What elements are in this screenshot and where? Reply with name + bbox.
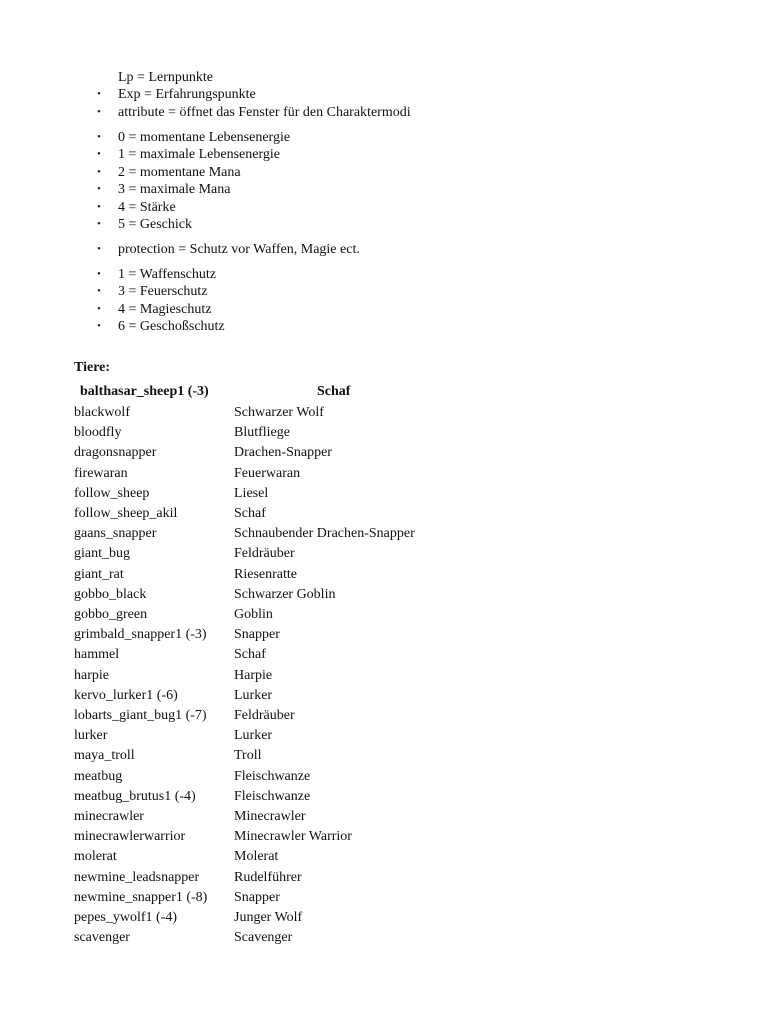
animal-id: bloodfly <box>74 425 122 441</box>
animal-name: Feldräuber <box>234 546 295 562</box>
animal-name: Lurker <box>234 687 273 703</box>
table-row <box>74 666 474 686</box>
bullet-icon: • <box>97 285 101 297</box>
bullet-text: 4 = Magieschutz <box>118 302 212 317</box>
animal-id: gobbo_black <box>74 586 147 602</box>
table-row <box>74 625 474 645</box>
animal-name: Scavenger <box>234 930 293 946</box>
animal-name: Drachen-Snapper <box>234 445 332 461</box>
bullet-text: protection = Schutz vor Waffen, Magie ect. <box>118 242 360 257</box>
table-row <box>74 686 474 706</box>
animal-id: minecrawlerwarrior <box>74 829 186 845</box>
animal-name: Schwarzer Wolf <box>234 405 324 420</box>
bullet-text: 6 = Geschoßschutz <box>118 319 225 334</box>
animal-name: Schaf <box>234 647 266 663</box>
animal-id: gaans_snapper <box>74 526 157 542</box>
bullet-text: 2 = momentane Mana <box>118 165 241 180</box>
bullet-item <box>0 241 600 258</box>
bullet-text: 0 = momentane Lebensenergie <box>118 130 291 145</box>
table-row <box>74 443 474 463</box>
table-row <box>74 706 474 726</box>
animal-name: Schwarzer Goblin <box>234 586 336 602</box>
animal-name: Lurker <box>234 728 273 744</box>
animal-id: pepes_ywolf1 (-4) <box>74 910 178 925</box>
section-heading: Tiere: <box>74 360 111 375</box>
animal-name: Goblin <box>234 607 273 622</box>
bullet-icon: • <box>97 131 101 143</box>
table-row <box>74 908 474 928</box>
table-header-row <box>74 382 474 402</box>
bullet-text: 1 = maximale Lebensenergie <box>118 147 280 162</box>
animal-name: Schaf <box>234 506 266 521</box>
table-row <box>74 767 474 787</box>
animal-id: firewaran <box>74 465 128 481</box>
animal-id: grimbald_snapper1 (-3) <box>74 627 207 643</box>
animal-id: giant_rat <box>74 566 124 582</box>
animal-id: scavenger <box>74 930 130 946</box>
animal-name: Troll <box>234 748 262 764</box>
animal-name: Minecrawler Warrior <box>234 829 352 845</box>
animal-id: follow_sheep_akil <box>74 506 178 521</box>
bullet-icon: • <box>97 166 101 178</box>
table-row <box>74 403 474 423</box>
bullet-text: 3 = Feuerschutz <box>118 284 208 299</box>
bullet-icon: • <box>97 183 101 195</box>
animal-id: molerat <box>74 849 117 865</box>
bullet-icon: • <box>97 268 101 280</box>
table-row <box>74 827 474 847</box>
animal-name: Rudelführer <box>234 869 302 885</box>
table-row <box>74 847 474 867</box>
animal-name: Feldräuber <box>234 708 295 723</box>
table-row <box>74 484 474 504</box>
table-row <box>74 746 474 766</box>
table-header-id: balthasar_sheep1 (-3) <box>80 384 209 399</box>
bullet-icon: • <box>97 303 101 315</box>
animal-id: lobarts_giant_bug1 (-7) <box>74 708 207 723</box>
table-row <box>74 928 474 948</box>
bullet-item <box>0 129 600 146</box>
table-row <box>74 726 474 746</box>
table-row <box>74 544 474 564</box>
bullet-text: Exp = Erfahrungspunkte <box>118 87 256 102</box>
bullet-icon: • <box>97 106 101 118</box>
bullet-item <box>0 104 600 121</box>
bullet-item <box>0 164 600 181</box>
animal-name: Snapper <box>234 627 280 643</box>
animal-id: dragonsnapper <box>74 445 157 461</box>
bullet-item <box>0 146 600 163</box>
bullet-item <box>0 283 600 300</box>
table-row <box>74 645 474 665</box>
table-header-name: Schaf <box>317 384 351 399</box>
animal-name: Minecrawler <box>234 809 306 824</box>
animal-id: harpie <box>74 667 109 683</box>
bullet-item <box>0 216 600 233</box>
table-row <box>74 787 474 807</box>
animal-name: Fleischwanze <box>234 788 311 804</box>
bullet-icon: • <box>97 88 101 100</box>
animal-id: meatbug <box>74 768 123 784</box>
animal-id: newmine_snapper1 (-8) <box>74 889 208 905</box>
table-row <box>74 868 474 888</box>
animal-id: hammel <box>74 647 120 663</box>
bullet-icon: • <box>97 148 101 160</box>
animal-name: Fleischwanze <box>234 768 311 784</box>
animal-id: maya_troll <box>74 748 135 764</box>
animal-id: giant_bug <box>74 546 130 562</box>
table-row <box>74 565 474 585</box>
animal-name: Junger Wolf <box>234 910 303 925</box>
bullet-text: 3 = maximale Mana <box>118 182 231 197</box>
animal-id: kervo_lurker1 (-6) <box>74 687 178 703</box>
animal-name: Blutfliege <box>234 425 290 441</box>
bullet-item <box>0 199 600 216</box>
animal-id: newmine_leadsnapper <box>74 869 200 885</box>
table-row <box>74 605 474 625</box>
bullet-icon: • <box>97 243 101 255</box>
legend-intro: Lp = Lernpunkte <box>118 70 213 85</box>
bullet-icon: • <box>97 320 101 332</box>
animal-name: Molerat <box>234 849 279 865</box>
table-row <box>74 504 474 524</box>
table-row <box>74 423 474 443</box>
animal-name: Harpie <box>234 667 273 683</box>
bullet-item <box>0 301 600 318</box>
animal-id: follow_sheep <box>74 485 150 501</box>
animal-id: minecrawler <box>74 809 144 824</box>
animal-id: lurker <box>74 728 108 744</box>
animal-name: Snapper <box>234 889 280 905</box>
bullet-icon: • <box>97 201 101 213</box>
animal-name: Schnaubender Drachen-Snapper <box>234 526 415 542</box>
table-row <box>74 888 474 908</box>
bullet-item <box>0 318 600 335</box>
bullet-text: attribute = öffnet das Fenster für den Charaktermodi <box>118 105 411 120</box>
animal-id: blackwolf <box>74 405 130 420</box>
bullet-item <box>0 86 600 103</box>
animal-name: Riesenratte <box>234 566 297 582</box>
animal-name: Liesel <box>234 485 269 501</box>
bullet-text: 4 = Stärke <box>118 200 176 215</box>
table-row <box>74 464 474 484</box>
table-row <box>74 807 474 827</box>
animal-name: Feuerwaran <box>234 465 301 481</box>
bullet-text: 1 = Waffenschutz <box>118 267 216 282</box>
animal-id: gobbo_green <box>74 607 148 622</box>
animal-id: meatbug_brutus1 (-4) <box>74 788 196 804</box>
bullet-item <box>0 266 600 283</box>
bullet-icon: • <box>97 218 101 230</box>
table-row <box>74 585 474 605</box>
table-row <box>74 524 474 544</box>
bullet-item <box>0 181 600 198</box>
bullet-text: 5 = Geschick <box>118 217 192 232</box>
